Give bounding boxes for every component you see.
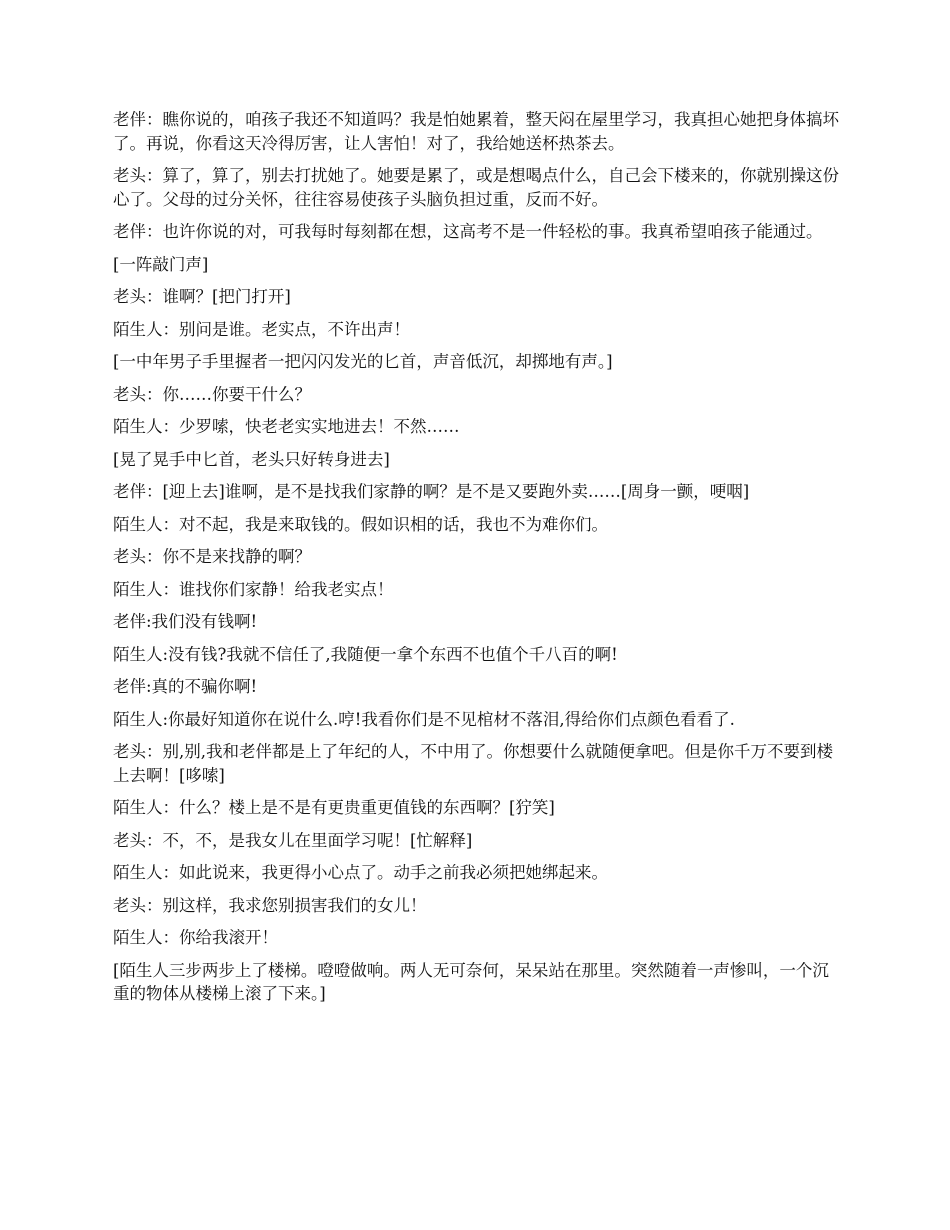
- dialogue-paragraph: 老头：别这样，我求您别损害我们的女儿！: [113, 895, 427, 915]
- stage-direction: [陌生人三步两步上了楼梯。噔噔做响。两人无可奈何，呆呆站在那里。突然随着一声惨叫，一个沉重的物体从楼梯上滚了下来。]: [113, 960, 829, 1003]
- dialogue-paragraph: 老头：你……你要干什么？: [113, 384, 311, 404]
- dialogue-paragraph: 老伴:真的不骗你啊!: [113, 677, 258, 696]
- dialogue-paragraph: 陌生人：别问是谁。老实点，不许出声！: [113, 319, 410, 339]
- dialogue-paragraph: 陌生人：谁找你们家静！给我老实点！: [113, 579, 394, 599]
- dialogue-paragraph: 老头：你不是来找静的啊？: [113, 547, 311, 566]
- dialogue-paragraph: 陌生人：少罗嗦，快老老实实地进去！不然……: [113, 417, 460, 436]
- dialogue-paragraph: 老伴：[迎上去]谁啊，是不是找我们家静的啊？是不是又要跑外卖……[周身一颤，哽咽]: [113, 482, 750, 501]
- dialogue-paragraph: 陌生人:你最好知道你在说什么.哼!我看你们是不见棺材不落泪,得给你们点颜色看看了.: [113, 709, 735, 729]
- dialogue-paragraph: 老伴：也许你说的对，可我每时每刻都在想，这高考不是一件轻松的事。我真希望咱孩子能通过。: [113, 222, 823, 241]
- document-page: [113, 108, 843, 1015]
- dialogue-paragraph: 老头：谁啊？[把门打开]: [113, 287, 291, 306]
- dialogue-paragraph: 陌生人：什么？楼上是不是有更贵重更值钱的东西啊？[狞笑]: [113, 798, 555, 817]
- stage-direction: [晃了晃手中匕首，老头只好转身进去]: [113, 449, 390, 469]
- dialogue-paragraph: 陌生人：对不起，我是来取钱的。假如识相的话，我也不为难你们。: [113, 514, 608, 534]
- stage-direction: [一中年男子手里握者一把闪闪发光的匕首，声音低沉，却掷地有声。]: [113, 352, 613, 371]
- dialogue-paragraph: 陌生人：如此说来，我更得小心点了。动手之前我必须把她绑起来。: [113, 863, 608, 882]
- dialogue-paragraph: 陌生人:没有钱?我就不信任了,我随便一拿个东西不也值个千八百的啊!: [113, 644, 618, 664]
- dialogue-paragraph: 老头：不，不，是我女儿在里面学习呢！[忙解释]: [113, 830, 473, 850]
- dialogue-paragraph: 老头：别,别,我和老伴都是上了年纪的人，不中用了。你想要什么就随便拿吧。但是你千万不要到楼上去啊！[哆嗦]: [113, 742, 833, 785]
- dialogue-paragraph: 老头：算了，算了，别去打扰她了。她要是累了，或是想喝点什么，自己会下楼来的，你就别操这份心了。父母的过分关怀，往往容易使孩子头脑负担过重，反而不好。: [113, 166, 839, 209]
- dialogue-paragraph: 老伴：瞧你说的，咱孩子我还不知道吗？我是怕她累着，整天闷在屋里学习，我真担心她把身体搞坏了。再说，你看这天冷得厉害，让人害怕！对了，我给她送杯热茶去。: [113, 110, 839, 153]
- dialogue-paragraph: 陌生人：你给我滚开！: [113, 928, 278, 947]
- stage-direction: [一阵敲门声]: [113, 254, 209, 274]
- dialogue-paragraph: 老伴:我们没有钱啊!: [113, 612, 258, 631]
